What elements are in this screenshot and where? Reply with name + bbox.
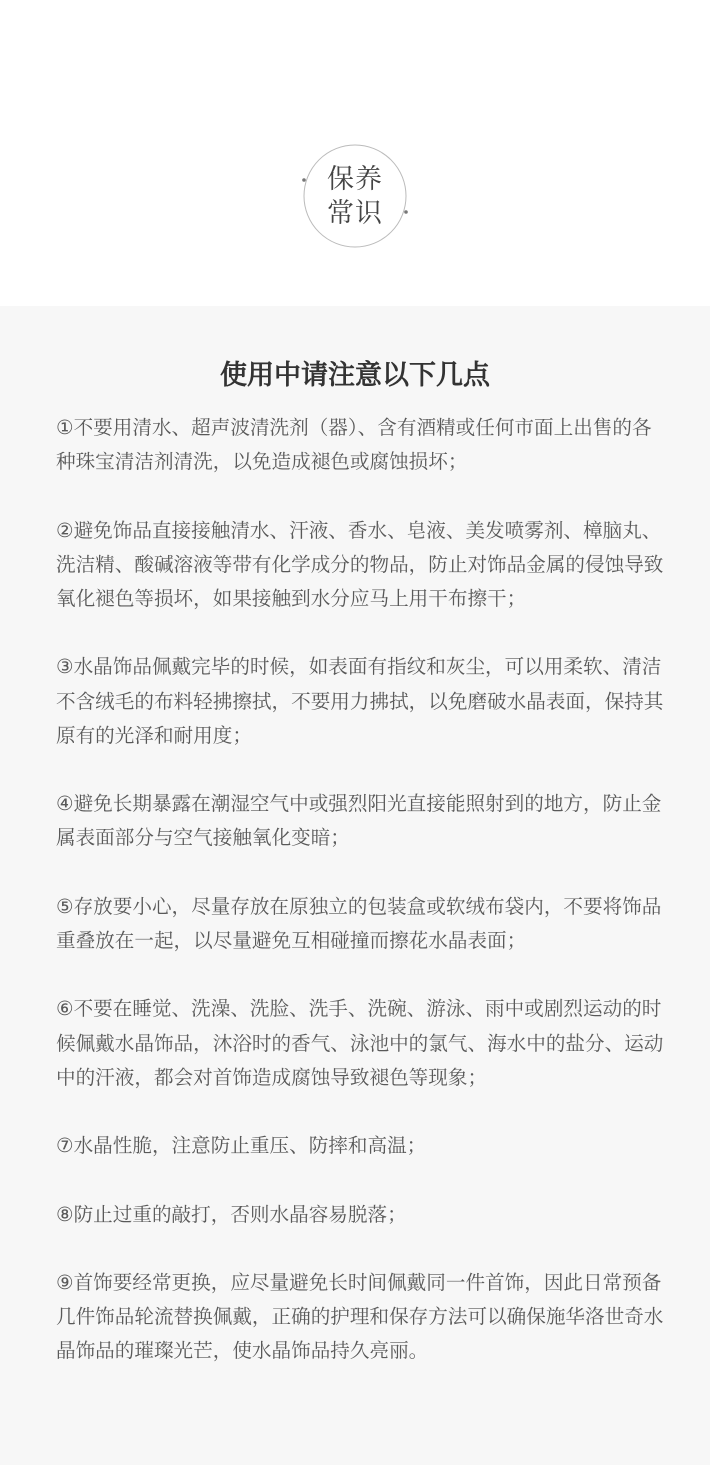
list-item: ⑨首饰要经常更换，应尽量避免长时间佩戴同一件首饰，因此日常预备几件饰品轮流替换佩戴，正确的护理和保存方法可以确保施华洛世奇水晶饰品的璀璨光芒，使水晶饰品持久亮丽。 bbox=[56, 1270, 664, 1363]
content-section bbox=[0, 306, 710, 1465]
list-item: ⑥不要在睡觉、洗澡、洗脸、洗手、洗碗、游泳、雨中或剧烈运动的时候佩戴水晶饰品，沐浴时的香气、泳池中的氯气、海水中的盐分、运动中的汗液，都会对首饰造成腐蚀导致褪色等现象； bbox=[56, 997, 664, 1089]
badge-line-2: 常识 bbox=[327, 198, 383, 229]
list-item: ⑤存放要小心，尽量存放在原独立的包装盒或软绒布袋内，不要将饰品重叠放在一起，以尽量避免互相碰撞而擦花水晶表面； bbox=[56, 894, 662, 952]
list-item: ⑧防止过重的敲打，否则水晶容易脱落； bbox=[56, 1202, 407, 1226]
list-item: ④避免长期暴露在潮湿空气中或强烈阳光直接能照射到的地方，防止金属表面部分与空气接触氧化变暗； bbox=[56, 792, 662, 850]
badge-label bbox=[302, 163, 408, 231]
list-item: ⑦水晶性脆，注意防止重压、防摔和高温； bbox=[56, 1134, 427, 1158]
section-title: 使用中请注意以下几点 bbox=[220, 360, 490, 391]
care-instructions-list bbox=[56, 411, 668, 1403]
list-item: ①不要用清水、超声波清洗剂（器）、含有酒精或任何市面上出售的各种珠宝清洁剂清洗，以免造成褪色或腐蚀损坏； bbox=[56, 416, 652, 474]
list-item: ③水晶饰品佩戴完毕的时候，如表面有指纹和灰尘，可以用柔软、清洁不含绒毛的布料轻拂擦拭，不要用力拂拭，以免磨破水晶表面，保持其原有的光泽和耐用度； bbox=[56, 655, 664, 747]
badge-line-1: 保养 bbox=[327, 164, 383, 195]
header-section bbox=[0, 0, 710, 306]
care-tips-badge bbox=[302, 143, 408, 249]
list-item: ②避免饰品直接接触清水、汗液、香水、皂液、美发喷雾剂、樟脑丸、洗洁精、酸碱溶液等带有化学成分的物品，防止对饰品金属的侵蚀导致氧化褪色等损坏，如果接触到水分应马上用干布擦干； bbox=[56, 518, 664, 610]
